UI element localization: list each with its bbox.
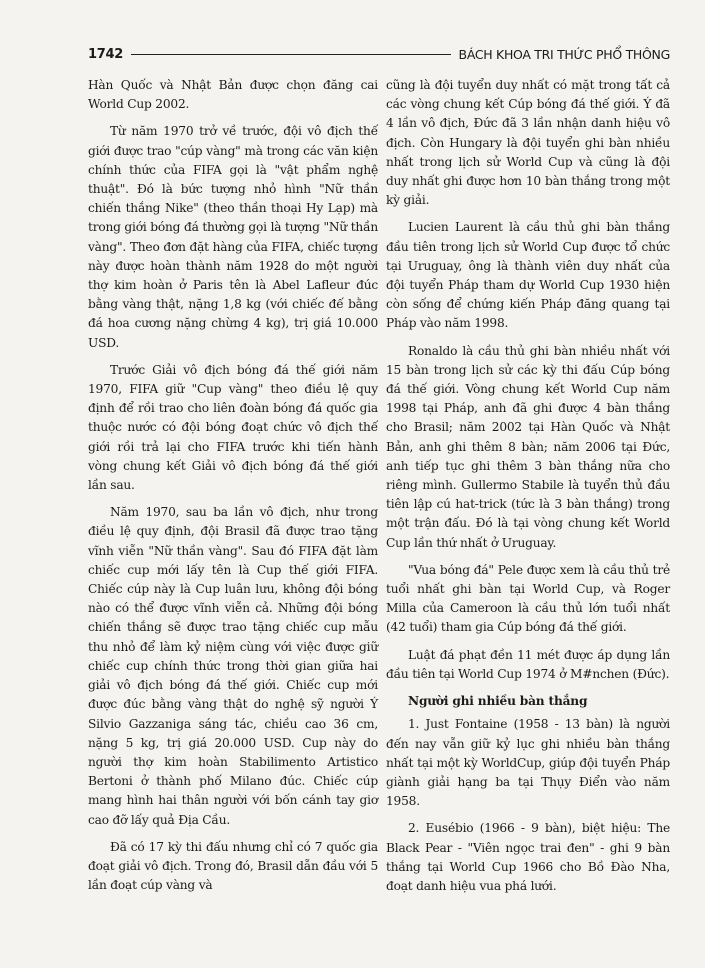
paragraph: Hàn Quốc và Nhật Bản được chọn đăng cai World Cup 2002. — [88, 78, 378, 112]
paragraph: Ronaldo là cầu thủ ghi bàn nhiều nhất với 15 bàn trong lịch sử các kỳ thi đấu Cúp bóng đá thế giới. Vòng chung kết World Cup năm 1998 tại Pháp, anh đã ghi được 4 bàn thắng cho Brasil; năm 2002 tại Hàn Quốc và Nhật Bản, anh ghi thêm 8 bàn; năm 2006 tại Đức, anh tiếp tục ghi thêm 3 bàn thắng nữa cho riêng mình. Gullermo Stabile là tuyển thủ đầu tiên lập cú hat-trick (tức là 3 bàn thắng) trong một trận đấu. Đó là tại vòng chung kết World Cup lần thứ nhất ở Uruguay. — [386, 343, 670, 550]
paragraph: 2. Eusébio (1966 - 9 bàn), biệt hiệu: The Black Pear - "Viên ngọc trai đen" - ghi 9 bàn thắng tại World Cup 1966 cho Bồ Đào Nha, đoạt danh hiệu vua phá lưới. — [386, 821, 670, 893]
section-heading: Người ghi nhiều bàn thắng — [408, 694, 588, 709]
paragraph: Lucien Laurent là cầu thủ ghi bàn thắng đầu tiên trong lịch sử World Cup được tổ chức tại Uruguay, ông là thành viên duy nhất của đội tuyển Pháp tham dự World Cup 1930 hiện còn sống để chứng kiến Pháp đăng quang tại Pháp vào năm 1998. — [386, 220, 670, 331]
paragraph: "Vua bóng đá" Pele được xem là cầu thủ trẻ tuổi nhất ghi bàn tại World Cup, và Roger Milla của Cameroon là cầu thủ lớn tuổi nhất (42 tuổi) tham gia Cúp bóng đá thế giới. — [386, 562, 670, 635]
page-header — [88, 44, 670, 64]
left-column — [88, 76, 378, 903]
paragraph: 1. Just Fontaine (1958 - 13 bàn) là người đến nay vẫn giữ kỷ lục ghi nhiều bàn thắng nhất tại một kỳ WorldCup, giúp đội tuyển Pháp giành giải hạng ba tại Thụy Điển vào năm 1958. — [386, 717, 670, 809]
right-column — [386, 76, 670, 904]
header-rule — [131, 54, 451, 55]
paragraph: Từ năm 1970 trở về trước, đội vô địch thế giới được trao "cúp vàng" mà trong các văn kiện chính thức của FIFA gọi là "vật phẩm nghệ thuật". Đó là bức tượng nhỏ hình "Nữ thần chiến thắng Nike" (theo thần thoại Hy Lạp) mà trong giới bóng đá thường gọi là tượng "Nữ thần vàng". Theo đơn đặt hàng của FIFA, chiếc tượng này được hoàn thành năm 1928 do một người thợ kim hoàn ở Paris tên là Abel Lafleur đúc bằng vàng thật, nặng 1,8 kg (với chiếc đế bằng đá hoa cương nặng chừng 4 kg), trị giá 10.000 USD. — [88, 124, 378, 350]
page-number: 1742 — [88, 46, 123, 62]
paragraph: Trước Giải vô địch bóng đá thế giới năm 1970, FIFA giữ "Cup vàng" theo điều lệ quy định để rồi trao cho liên đoàn bóng đá quốc gia thuộc nước có đội bóng đoạt chức vô địch thế giới rồi trả lại cho FIFA trước khi tiến hành vòng chung kết Giải vô địch bóng đá thế giới lần sau. — [88, 362, 378, 493]
paragraph: Đã có 17 kỳ thi đấu nhưng chỉ có 7 quốc gia đoạt giải vô địch. Trong đó, Brasil dẫn đầu với 5 lần đoạt cúp vàng và — [88, 839, 378, 893]
paragraph: Năm 1970, sau ba lần vô địch, như trong điều lệ quy định, đội Brasil đã được trao tặng vĩnh viễn "Nữ thần vàng". Sau đó FIFA đặt làm chiếc cup mới lấy tên là Cup thế giới FIFA. Chiếc cúp này là Cup luân lưu, không đội bóng nào có thể được vĩnh viễn cả. Những đội bóng chiến thắng sẽ được trao tặng chiếc cup mẫu thu nhỏ để làm kỷ niệm cùng với việc được giữ chiếc cup chính thức trong thời gian giữa hai giải vô địch bóng đá thế giới. Chiếc cup mới được đúc bằng vàng thật do nghệ sỹ người Ý Silvio Gazzaniga sáng tác, chiều cao 36 cm, nặng 5 kg, trị giá 20.000 USD. Cup này do người thợ kim hoàn Stabilimento Artistico Bertoni ở thành phố Milano đúc. Chiếc cúp mang hình hai thân người với bốn cánh tay giơ cao đỡ lấy quả Địa Cầu. — [88, 505, 378, 827]
running-title: BÁCH KHOA TRI THỨC PHỔ THÔNG — [458, 46, 670, 62]
paragraph: Luật đá phạt đền 11 mét được áp dụng lần đầu tiên tại World Cup 1974 ở M#nchen (Đức). — [386, 647, 670, 681]
paragraph: cũng là đội tuyển duy nhất có mặt trong tất cả các vòng chung kết Cúp bóng đá thế giới. Ý đã 4 lần vô địch, Đức đã 3 lần nhận danh hiệu vô địch. Còn Hungary là đội tuyển ghi bàn nhiều nhất trong lịch sử World Cup và cũng là đội duy nhất ghi được hơn 10 bàn thắng trong một kỳ giải. — [386, 78, 670, 208]
